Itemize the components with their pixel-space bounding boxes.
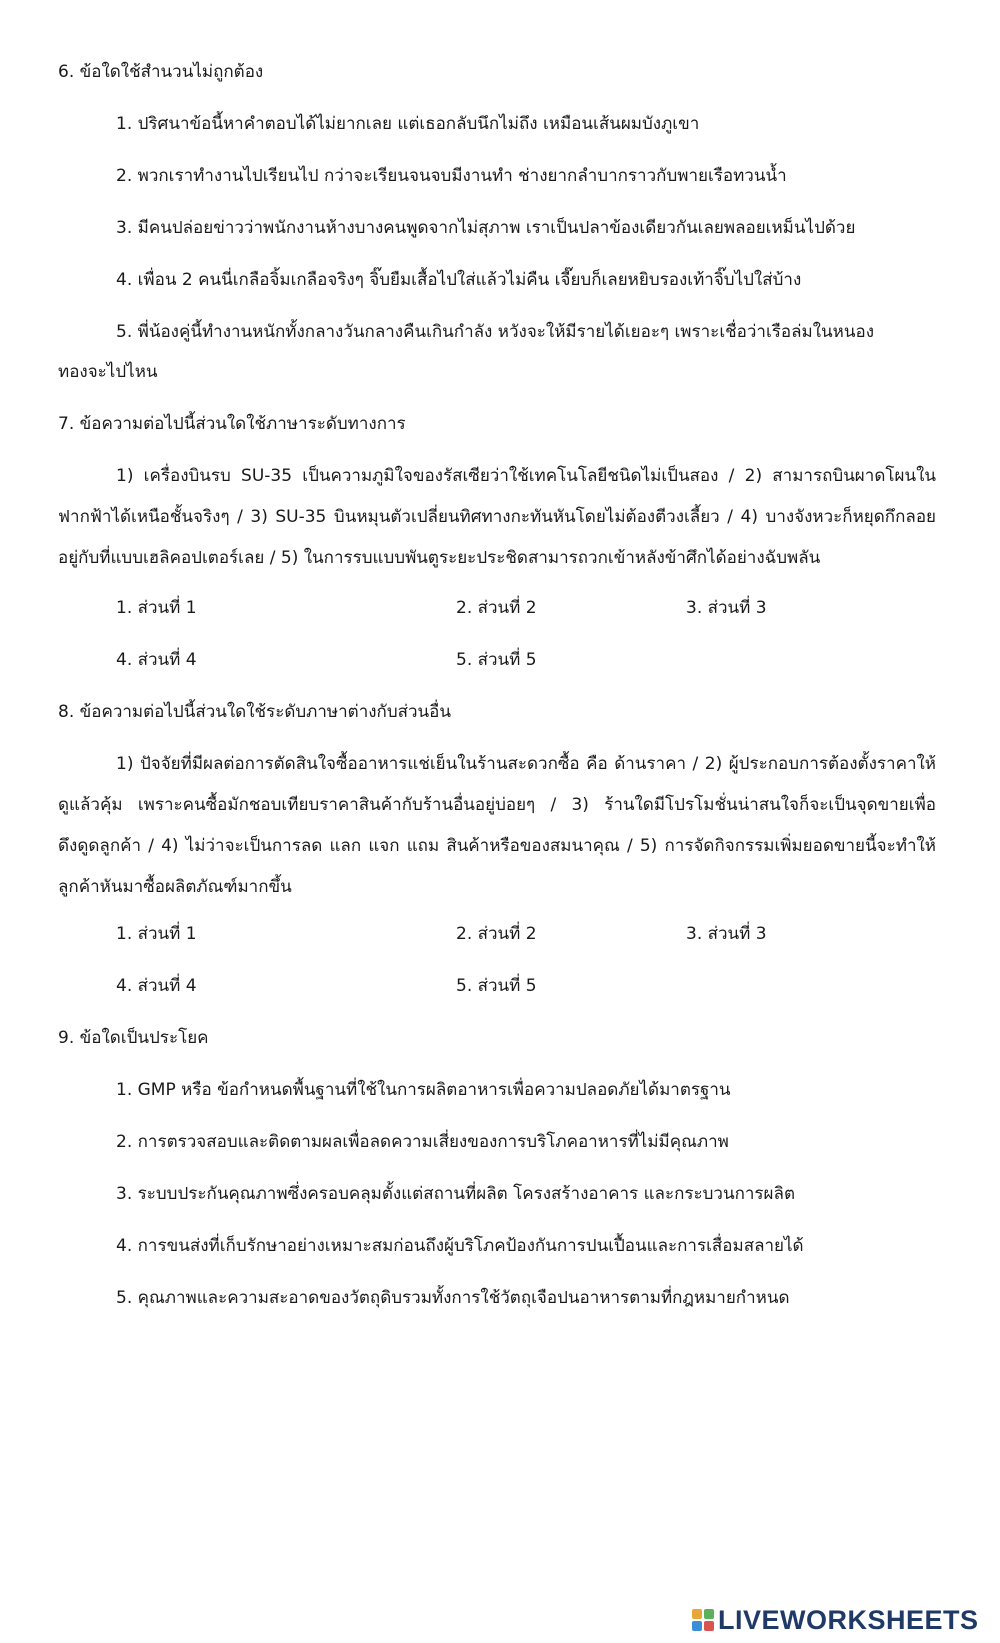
question-6-option-5-line-1: 5. พี่น้องคู่นี้ทำงานหนักทั้งกลางวันกลางคืนเกินกำลัง หวังจะให้มีรายได้เยอะๆ เพราะเชื่อว่าเรือล่มในหนอง [116, 322, 875, 342]
logo-square-1 [692, 1609, 702, 1619]
question-9-option-2: 2. การตรวจสอบและติดตามผลเพื่อลดความเสี่ยงของการบริโภคอาหารที่ไม่มีคุณภาพ [116, 1132, 729, 1152]
question-6-option-1: 1. ปริศนาข้อนี้หาคำตอบได้ไม่ยากเลย แต่เธอกลับนึกไม่ถึง เหมือนเส้นผมบังภูเขา [116, 114, 700, 134]
liveworksheets-logo-icon [692, 1609, 714, 1631]
question-7-choice-2: 2. ส่วนที่ 2 [456, 598, 537, 618]
logo-square-4 [704, 1621, 714, 1631]
question-7-choice-4: 4. ส่วนที่ 4 [116, 650, 197, 670]
question-8-choice-5: 5. ส่วนที่ 5 [456, 976, 537, 996]
question-8-choice-1: 1. ส่วนที่ 1 [116, 924, 197, 944]
question-7-title: 7. ข้อความต่อไปนี้ส่วนใดใช้ภาษาระดับทางการ [58, 414, 406, 434]
question-7-choice-3: 3. ส่วนที่ 3 [686, 598, 767, 618]
question-8-title: 8. ข้อความต่อไปนี้ส่วนใดใช้ระดับภาษาต่างกับส่วนอื่น [58, 702, 452, 722]
question-9-option-3: 3. ระบบประกันคุณภาพซึ่งครอบคลุมตั้งแต่สถานที่ผลิต โครงสร้างอาคาร และกระบวนการผลิต [116, 1184, 795, 1204]
question-7-choice-5: 5. ส่วนที่ 5 [456, 650, 537, 670]
question-9-option-5: 5. คุณภาพและความสะอาดของวัตถุดิบรวมทั้งการใช้วัตถุเจือปนอาหารตามที่กฎหมายกำหนด [116, 1288, 790, 1308]
question-7-passage: 1) เครื่องบินรบ SU-35 เป็นความภูมิใจของรัสเซียว่าใช้เทคโนโลยีชนิดไม่เป็นสอง / 2) สามารถบินผาดโผนในฟากฟ้าได้เหนือชั้นจริงๆ / 3) SU-35 บินหมุนตัวเปลี่ยนทิศทางกะทันหันโดยไม่ต้องตีวงเลี้ยว / 4) บางจังหวะก็หยุดกึกลอยอยู่กับที่แบบเฮลิคอปเตอร์เลย / 5) ในการรบแบบพันตูระยะประชิดสามารถวกเข้าหลังข้าศึกได้อย่างฉับพลัน [58, 466, 936, 568]
liveworksheets-logo[interactable] [692, 1606, 979, 1634]
question-8-choice-3: 3. ส่วนที่ 3 [686, 924, 767, 944]
question-9-option-1: 1. GMP หรือ ข้อกำหนดพื้นฐานที่ใช้ในการผลิตอาหารเพื่อความปลอดภัยได้มาตรฐาน [116, 1080, 731, 1100]
logo-square-2 [704, 1609, 714, 1619]
question-6-title: 6. ข้อใดใช้สำนวนไม่ถูกต้อง [58, 62, 264, 82]
question-6-option-3: 3. มีคนปล่อยข่าวว่าพนักงานห้างบางคนพูดจากไม่สุภาพ เราเป็นปลาข้องเดียวกันเลยพลอยเหม็นไปด้วย [116, 218, 856, 238]
question-8-passage: 1) ปัจจัยที่มีผลต่อการตัดสินใจซื้ออาหารแช่เย็นในร้านสะดวกซื้อ คือ ด้านราคา / 2) ผู้ประกอบการต้องตั้งราคาให้ดูแล้วคุ้ม เพราะคนซื้อมักชอบเทียบราคาสินค้ากับร้านอื่นอยู่บ่อยๆ / 3) ร้านใดมีโปรโมชั่นน่าสนใจก็จะเป็นจุดขายเพื่อดึงดูดลูกค้า / 4) ไม่ว่าจะเป็นการลด แลก แจก แถม สินค้าหรือของสมนาคุณ / 5) การจัดกิจกรรมเพิ่มยอดขายนี้จะทำให้ลูกค้าหันมาซื้อผลิตภัณฑ์มากขึ้น [58, 754, 936, 897]
question-9-title: 9. ข้อใดเป็นประโยค [58, 1028, 209, 1048]
question-9-option-4: 4. การขนส่งที่เก็บรักษาอย่างเหมาะสมก่อนถึงผู้บริโภคป้องกันการปนเปื้อนและการเสื่อมสลายได้ [116, 1236, 804, 1256]
question-7-choice-1: 1. ส่วนที่ 1 [116, 598, 197, 618]
question-8-choice-4: 4. ส่วนที่ 4 [116, 976, 197, 996]
question-6-option-5-line-2: ทองจะไปไหน [58, 362, 158, 382]
question-6-option-4: 4. เพื่อน 2 คนนี่เกลือจิ้มเกลือจริงๆ จิ๊บยืมเสื้อไปใส่แล้วไม่คืน เจี๊ยบก็เลยหยิบรองเท้าจิ๊บไปใส่บ้าง [116, 270, 802, 290]
question-6-option-2: 2. พวกเราทำงานไปเรียนไป กว่าจะเรียนจนจบมีงานทำ ช่างยากลำบากราวกับพายเรือทวนน้ำ [116, 166, 787, 186]
question-8-choice-2: 2. ส่วนที่ 2 [456, 924, 537, 944]
logo-square-3 [692, 1621, 702, 1631]
logo-text: LIVEWORKSHEETS [718, 1604, 979, 1635]
